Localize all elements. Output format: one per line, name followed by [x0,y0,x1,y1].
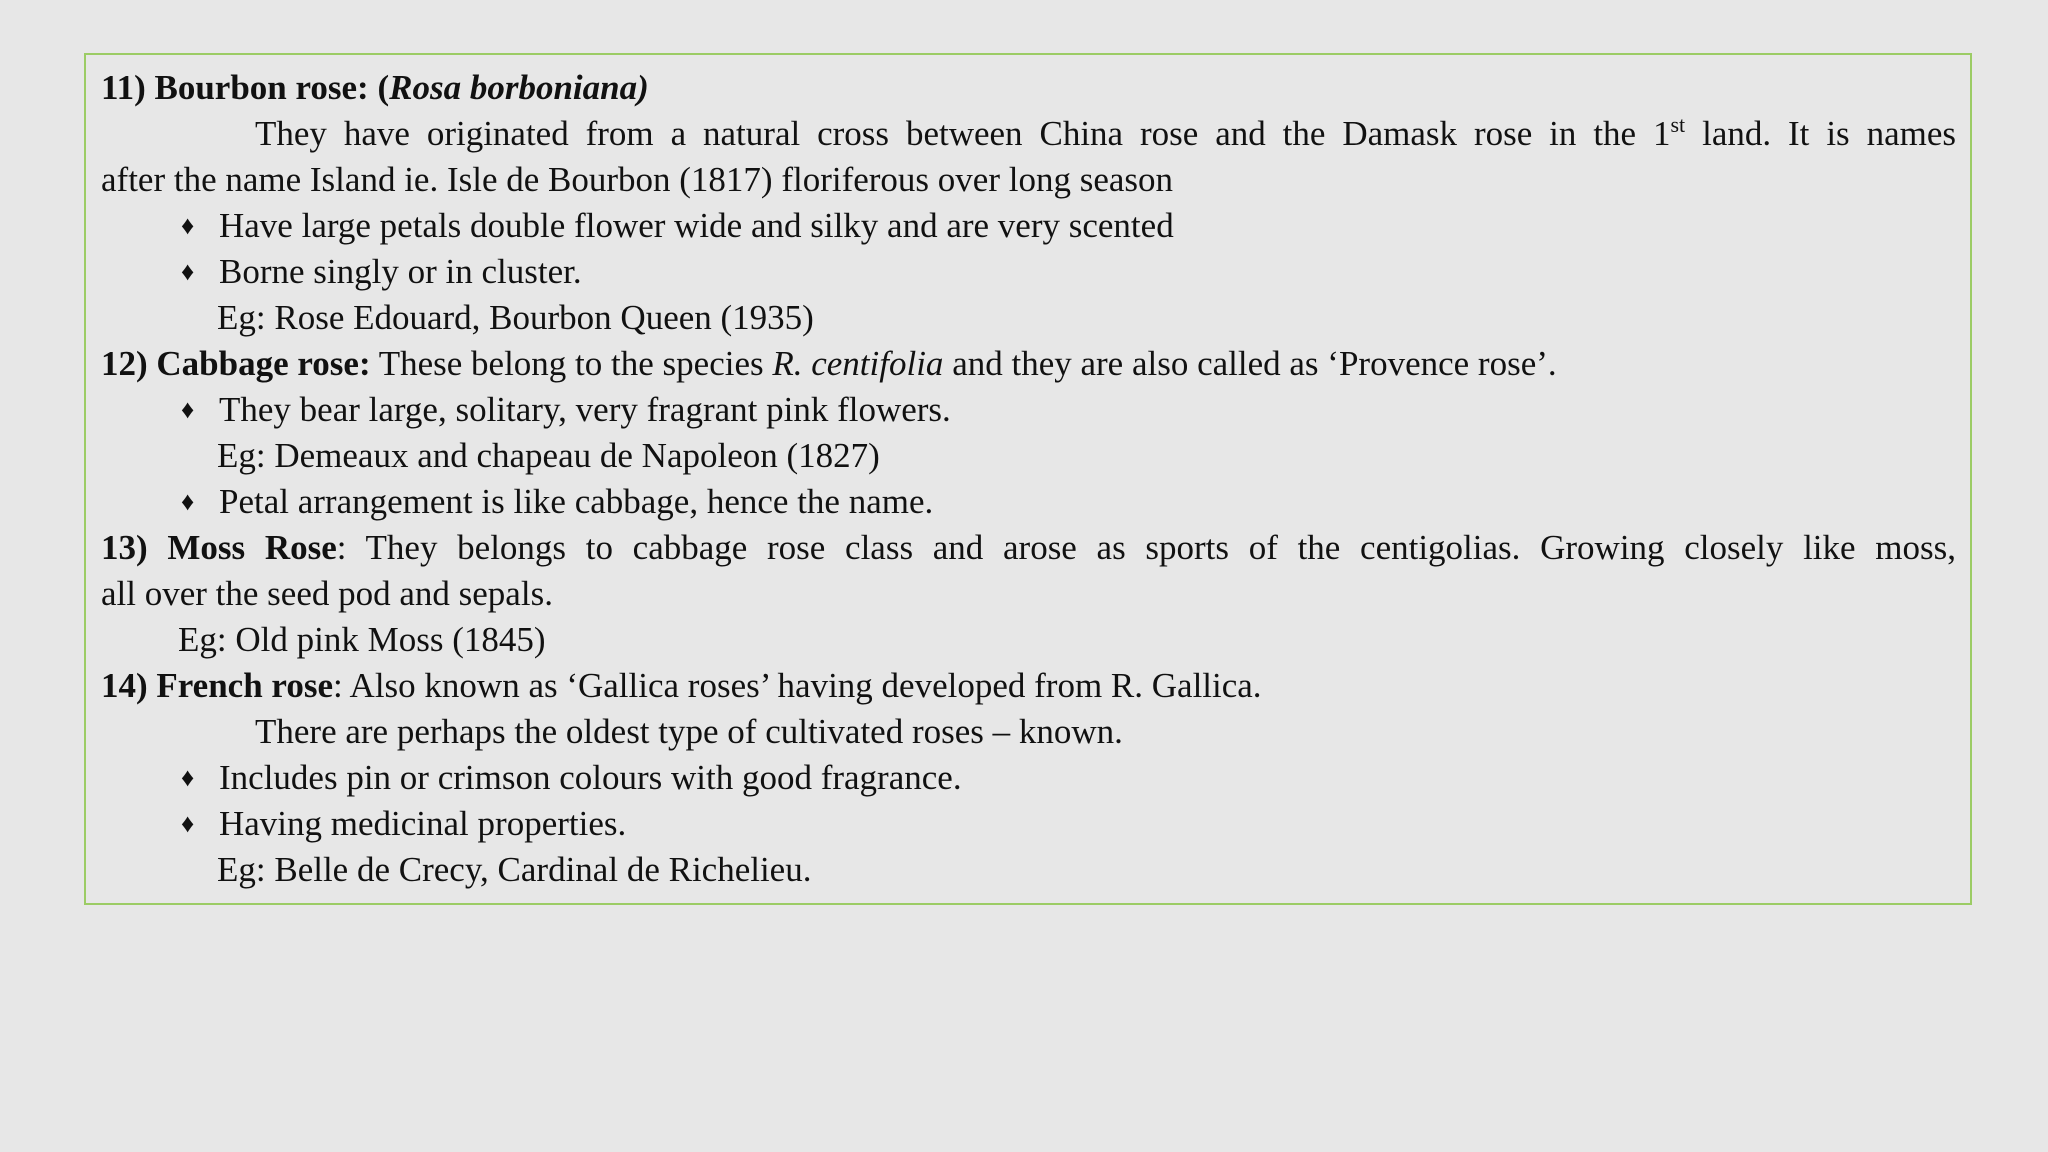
section-13-example: Eg: Old pink Moss (1845) [178,620,546,659]
section-11-bullet-1 [101,203,1956,249]
section-14-heading-bold: 14) French rose [101,666,333,705]
section-13-heading [101,525,1956,571]
content-textbox [84,53,1972,905]
section-13-text-line-2: all over the seed pod and sepals. [101,574,553,613]
section-12-bullet-1 [101,387,1956,433]
section-11-heading [101,65,1956,111]
bullet-text: Have large petals double flower wide and silky and are very scented [219,206,1174,245]
section-11-example: Eg: Rose Edouard, Bourbon Queen (1935) [217,298,814,337]
section-12-example: Eg: Demeaux and chapeau de Napoleon (1827) [217,436,880,475]
diamond-bullet-icon: ♦ [181,211,195,240]
section-13-text-line-1: : They belongs to cabbage rose class and arose as sports of the centigolias. Growing closely like moss, [336,528,1956,567]
section-11-para-text-a: They have originated from a natural cross between China rose and the Damask rose in the 1 [255,114,1671,153]
section-12-heading-bold: 12) Cabbage rose: [101,344,371,383]
section-11-para-text-b: land. It is names [1685,114,1956,153]
section-14-example: Eg: Belle de Crecy, Cardinal de Richelieu. [217,850,812,889]
section-14-bullet-2 [101,801,1956,847]
diamond-bullet-icon: ♦ [181,487,195,516]
bullet-text: They bear large, solitary, very fragrant pink flowers. [219,390,951,429]
section-11-heading-italic: Rosa borboniana) [389,68,649,107]
bullet-text: Having medicinal properties. [219,804,627,843]
diamond-bullet-icon: ♦ [181,395,195,424]
section-14-text: : Also known as ‘Gallica roses’ having developed from R. Gallica. [333,666,1262,705]
section-12-species-italic: R. centifolia [772,344,944,383]
section-11-paragraph-line-2: after the name Island ie. Isle de Bourbon (1817) floriferous over long season [101,160,1174,199]
section-11-paragraph-line-1 [101,111,1956,157]
section-14-paragraph: There are perhaps the oldest type of cultivated roses – known. [255,712,1123,751]
section-14-heading [101,663,1956,709]
section-12-bullet-2 [101,479,1956,525]
section-11-superscript: st [1670,112,1686,137]
bullet-text: Includes pin or crimson colours with good fragrance. [219,758,962,797]
section-11-bullet-2 [101,249,1956,295]
bullet-text: Petal arrangement is like cabbage, hence the name. [219,482,934,521]
section-12-text-b: and they are also called as ‘Provence rose’. [943,344,1557,383]
bullet-text: Borne singly or in cluster. [219,252,582,291]
section-12-text-a: These belong to the species [370,344,773,383]
diamond-bullet-icon: ♦ [181,809,195,838]
section-14-bullet-1 [101,755,1956,801]
section-13-heading-bold: 13) Moss Rose [101,528,337,567]
diamond-bullet-icon: ♦ [181,763,195,792]
diamond-bullet-icon: ♦ [181,257,195,286]
section-12-heading [101,341,1956,387]
section-11-heading-bold: 11) Bourbon rose: ( [101,68,390,107]
